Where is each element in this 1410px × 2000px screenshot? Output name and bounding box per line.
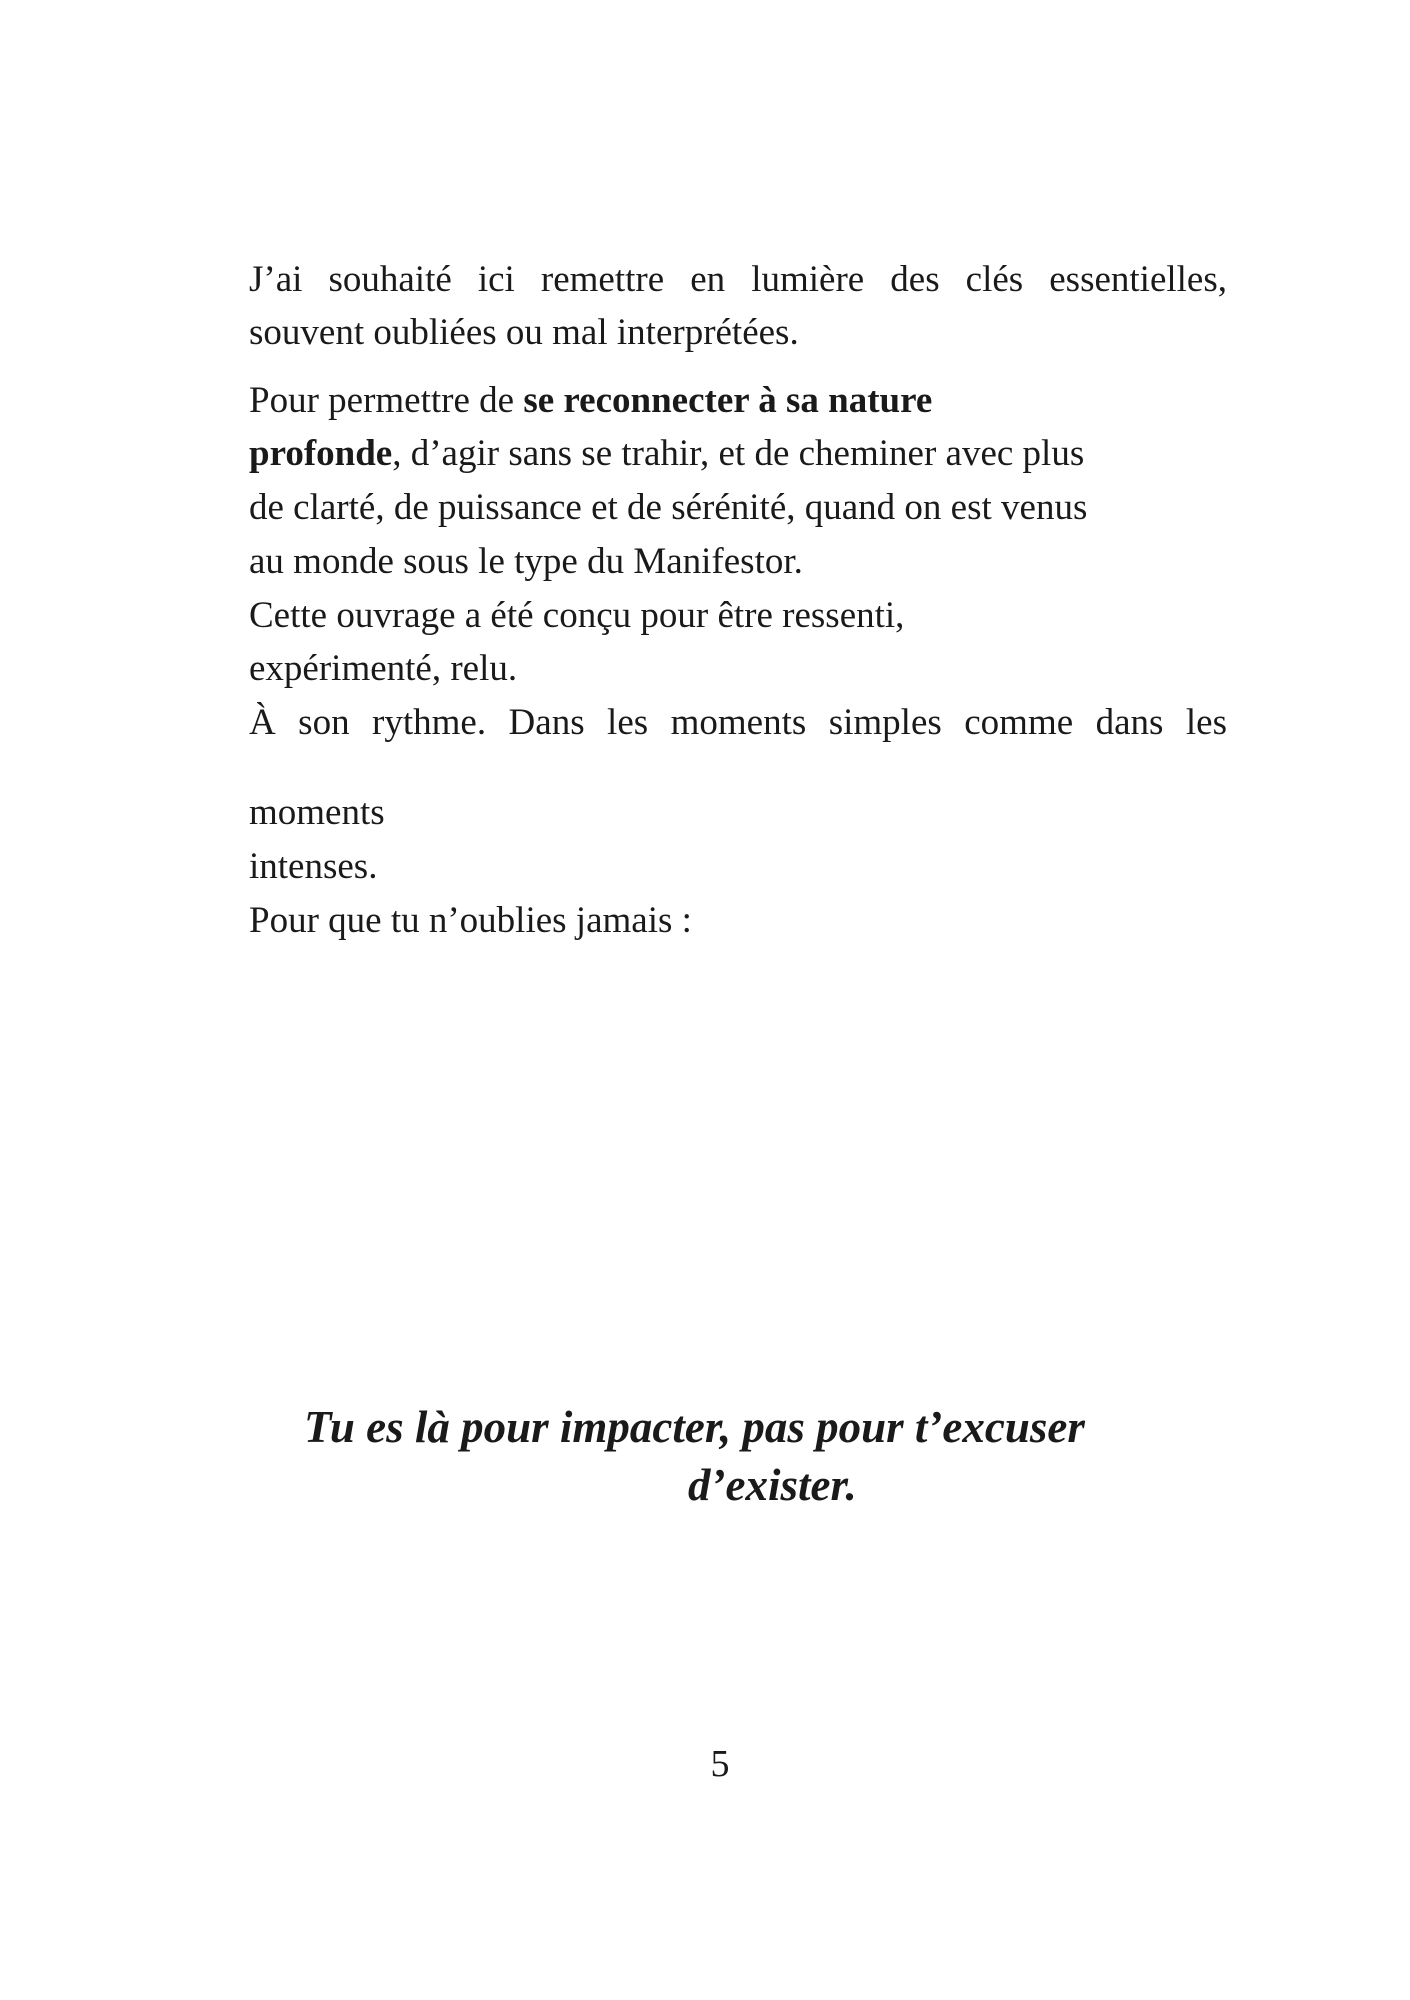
paragraph-2-line-5: Cette ouvrage a été conçu pour être ressenti, xyxy=(249,595,905,636)
paragraph-1-line-1: J’ai souhaité ici remettre en lumière des clés essentielles, xyxy=(249,259,1227,300)
paragraph-2-line-2 xyxy=(249,428,1084,480)
page-number: 5 xyxy=(710,1743,730,1785)
paragraph-2-line-1-prefix: Pour permettre de xyxy=(249,380,524,421)
paragraph-2-line-3: de clarté, de puissance et de sérénité, quand on est venus xyxy=(249,487,1088,528)
paragraph-2-line-7: À son rythme. Dans les moments simples comme dans les xyxy=(249,702,1227,743)
paragraph-2-line-1 xyxy=(249,375,932,427)
paragraph-2-emphasis-1: se reconnecter à sa nature xyxy=(523,380,933,421)
paragraph-2-line-8: moments xyxy=(249,792,385,833)
paragraph-1-line-2: souvent oubliées ou mal interprétées. xyxy=(249,312,799,353)
quote-line-1: Tu es là pour impacter, pas pour t’excuser xyxy=(304,1402,1085,1452)
paragraph-2-line-4: au monde sous le type du Manifestor. xyxy=(249,541,803,582)
paragraph-2-line-10: Pour que tu n’oublies jamais : xyxy=(249,900,692,941)
quote-line-2: d’exister. xyxy=(688,1460,857,1510)
paragraph-2-emphasis-2: profonde xyxy=(249,433,393,474)
paragraph-2-line-6: expérimenté, relu. xyxy=(249,648,518,689)
paragraph-2-line-9: intenses. xyxy=(249,846,378,887)
paragraph-2-line-2-rest: , d’agir sans se trahir, et de cheminer avec plus xyxy=(392,433,1085,474)
